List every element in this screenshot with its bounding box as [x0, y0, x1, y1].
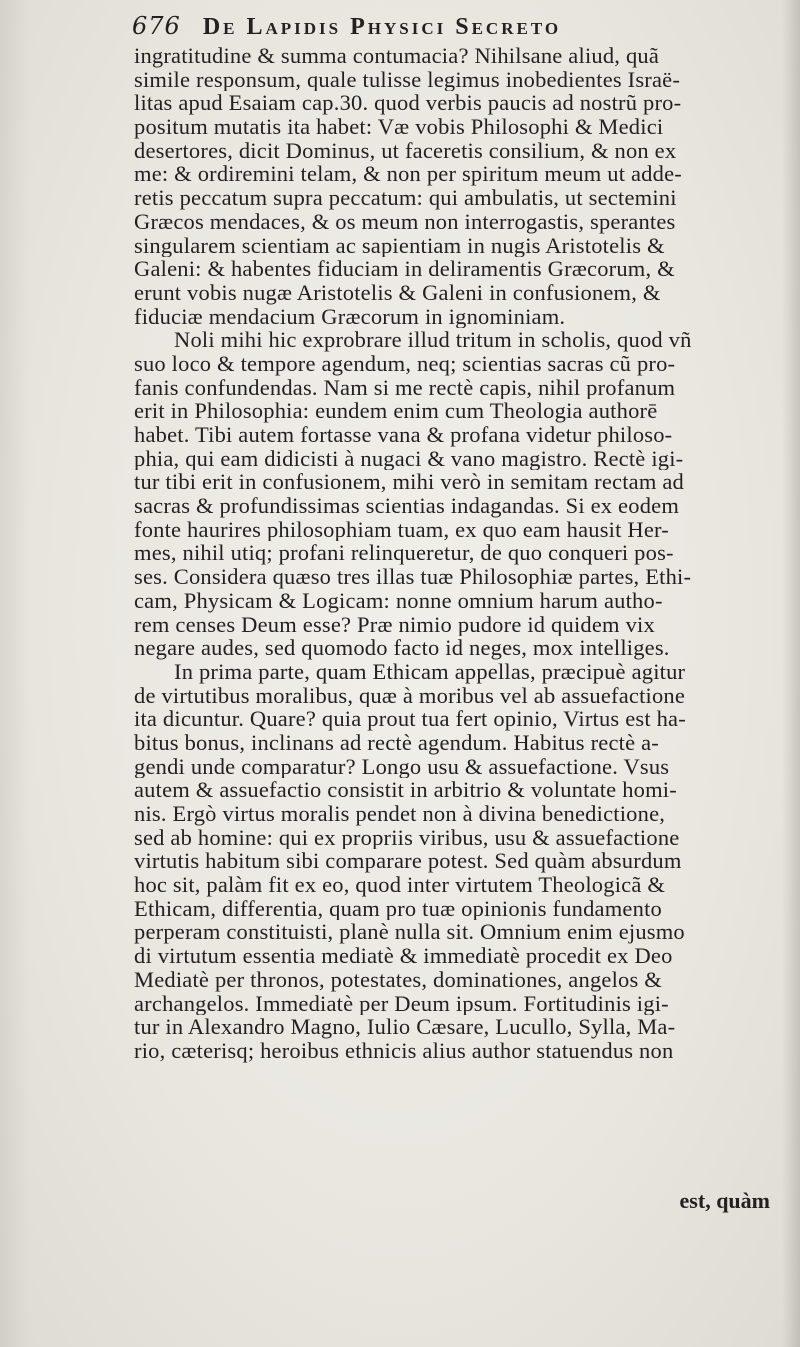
text-line: sacras & profundissimas scientias indagandas. Si ex eodem — [134, 494, 680, 518]
text-line: hoc sit, palàm fit ex eo, quod inter virtutem Theologicã & — [134, 873, 666, 897]
text-line: mes, nihil utiq; profani relinqueretur, de quo conqueri pos- — [134, 541, 674, 566]
text-line: tur in Alexandro Magno, Iulio Cæsare, Lucullo, Sylla, Ma- — [134, 1015, 676, 1039]
text-line: tur tibi erit in confusionem, mihi verò in semitam rectam ad — [134, 470, 684, 495]
text-line: Galeni: & habentes fiduciam in deliramentis Græcorum, & — [134, 257, 675, 281]
text-line: Ethicam, differentia, quam pro tuæ opinionis fundamento — [134, 896, 662, 921]
text-line: ita dicuntur. Quare? quia prout tua fert opinio, Virtus est ha- — [134, 707, 686, 731]
text-line: fonte haurires philosophiam tuam, ex quo eam hausit Her- — [134, 517, 669, 542]
text-line: cam, Physicam & Logicam: nonne omnium harum autho- — [134, 588, 663, 613]
text-line: retis peccatum supra peccatum: qui ambulatis, ut sectemini — [134, 186, 677, 210]
text-line: fiduciæ mendacium Græcorum in ignominiam. — [134, 304, 566, 329]
text-line: litas apud Esaiam cap.30. quod verbis paucis ad nostrũ pro- — [134, 91, 682, 116]
paragraph-start-line: In prima parte, quam Ethicam appellas, præcipuè agitur — [174, 659, 686, 684]
text-line: fanis confundendas. Nam si me rectè capis, nihil profanum — [134, 375, 676, 400]
text-line: gendi unde comparatur? Longo usu & assuefactione. Vsus — [134, 754, 670, 779]
text-line: simile responsum, quale tulisse legimus inobedientes Israë- — [134, 67, 681, 92]
text-line: sed ab homine: qui ex propriis viribus, usu & assuefactione — [134, 825, 680, 850]
text-line: autem & assuefactio consistit in arbitrio & voluntate homi- — [134, 778, 677, 802]
catchword: est, quàm — [679, 1188, 770, 1213]
text-line: ingratitudine & summa contumacia? Nihilsane aliud, quã — [134, 44, 660, 68]
text-line: Græcos mendaces, & os meum non interrogastis, sperantes — [134, 209, 676, 234]
text-line: singularem scientiam ac sapientiam in nugis Aristotelis & — [134, 233, 665, 258]
text-line: suo loco & tempore agendum, neq; scientias sacras cũ pro- — [134, 351, 676, 376]
gutter-shadow — [0, 0, 30, 1347]
text-line: me: & ordiremini telam, & non per spiritum meum ut adde- — [134, 162, 682, 187]
text-line: ses. Considera quæso tres illas tuæ Philosophiæ partes, Ethi- — [134, 565, 692, 589]
text-line: Mediatè per thronos, potestates, dominationes, angelos & — [134, 967, 662, 992]
text-line: bitus bonus, inclinans ad rectè agendum. Habitus rectè a- — [134, 730, 659, 755]
text-line: rio, cæterisq; heroibus ethnicis alius author statuendus non — [134, 1038, 674, 1063]
page-header — [132, 12, 760, 46]
running-head: De Lapidis Physici Secreto — [202, 14, 562, 40]
text-line: di virtutum essentia mediatè & immediatè procedit ex Deo — [134, 944, 673, 968]
text-line: rem censes Deum esse? Præ nimio pudore id quidem vix — [134, 612, 655, 637]
text-line: archangelos. Immediatè per Deum ipsum. Fortitudinis igi- — [134, 991, 669, 1016]
paragraph-start-line: Noli mihi hic exprobrare illud tritum in scholis, quod vñ — [174, 328, 692, 352]
text-line: negare audes, sed quomodo facto id neges, mox intelliges. — [134, 636, 670, 660]
text-line: perperam constituisti, planè nulla sit. Omnium enim ejusmo — [134, 920, 685, 945]
page-number: 676 — [132, 12, 181, 40]
text-line: habet. Tibi autem fortasse vana & profana videtur philoso- — [134, 423, 673, 447]
text-line: desertores, dicit Dominus, ut faceretis consilium, & non ex — [134, 138, 677, 163]
text-line: erit in Philosophia: eundem enim cum Theologia authorē — [134, 399, 658, 423]
text-line: de virtutibus moralibus, quæ à moribus vel ab assuefactione — [134, 683, 686, 708]
text-line: positum mutatis ita habet: Væ vobis Philosophi & Medici — [134, 115, 664, 139]
text-line: erunt vobis nugæ Aristotelis & Galeni in confusionem, & — [134, 280, 661, 305]
text-line: virtutis habitum sibi comparare potest. Sed quàm absurdum — [134, 849, 682, 874]
edge-shadow — [782, 0, 800, 1347]
body-text — [134, 44, 774, 1063]
text-line: nis. Ergò virtus moralis pendet non à divina benedictione, — [134, 802, 666, 826]
text-line: phia, qui eam didicisti à nugaci & vano magistro. Rectè igi- — [134, 446, 684, 471]
